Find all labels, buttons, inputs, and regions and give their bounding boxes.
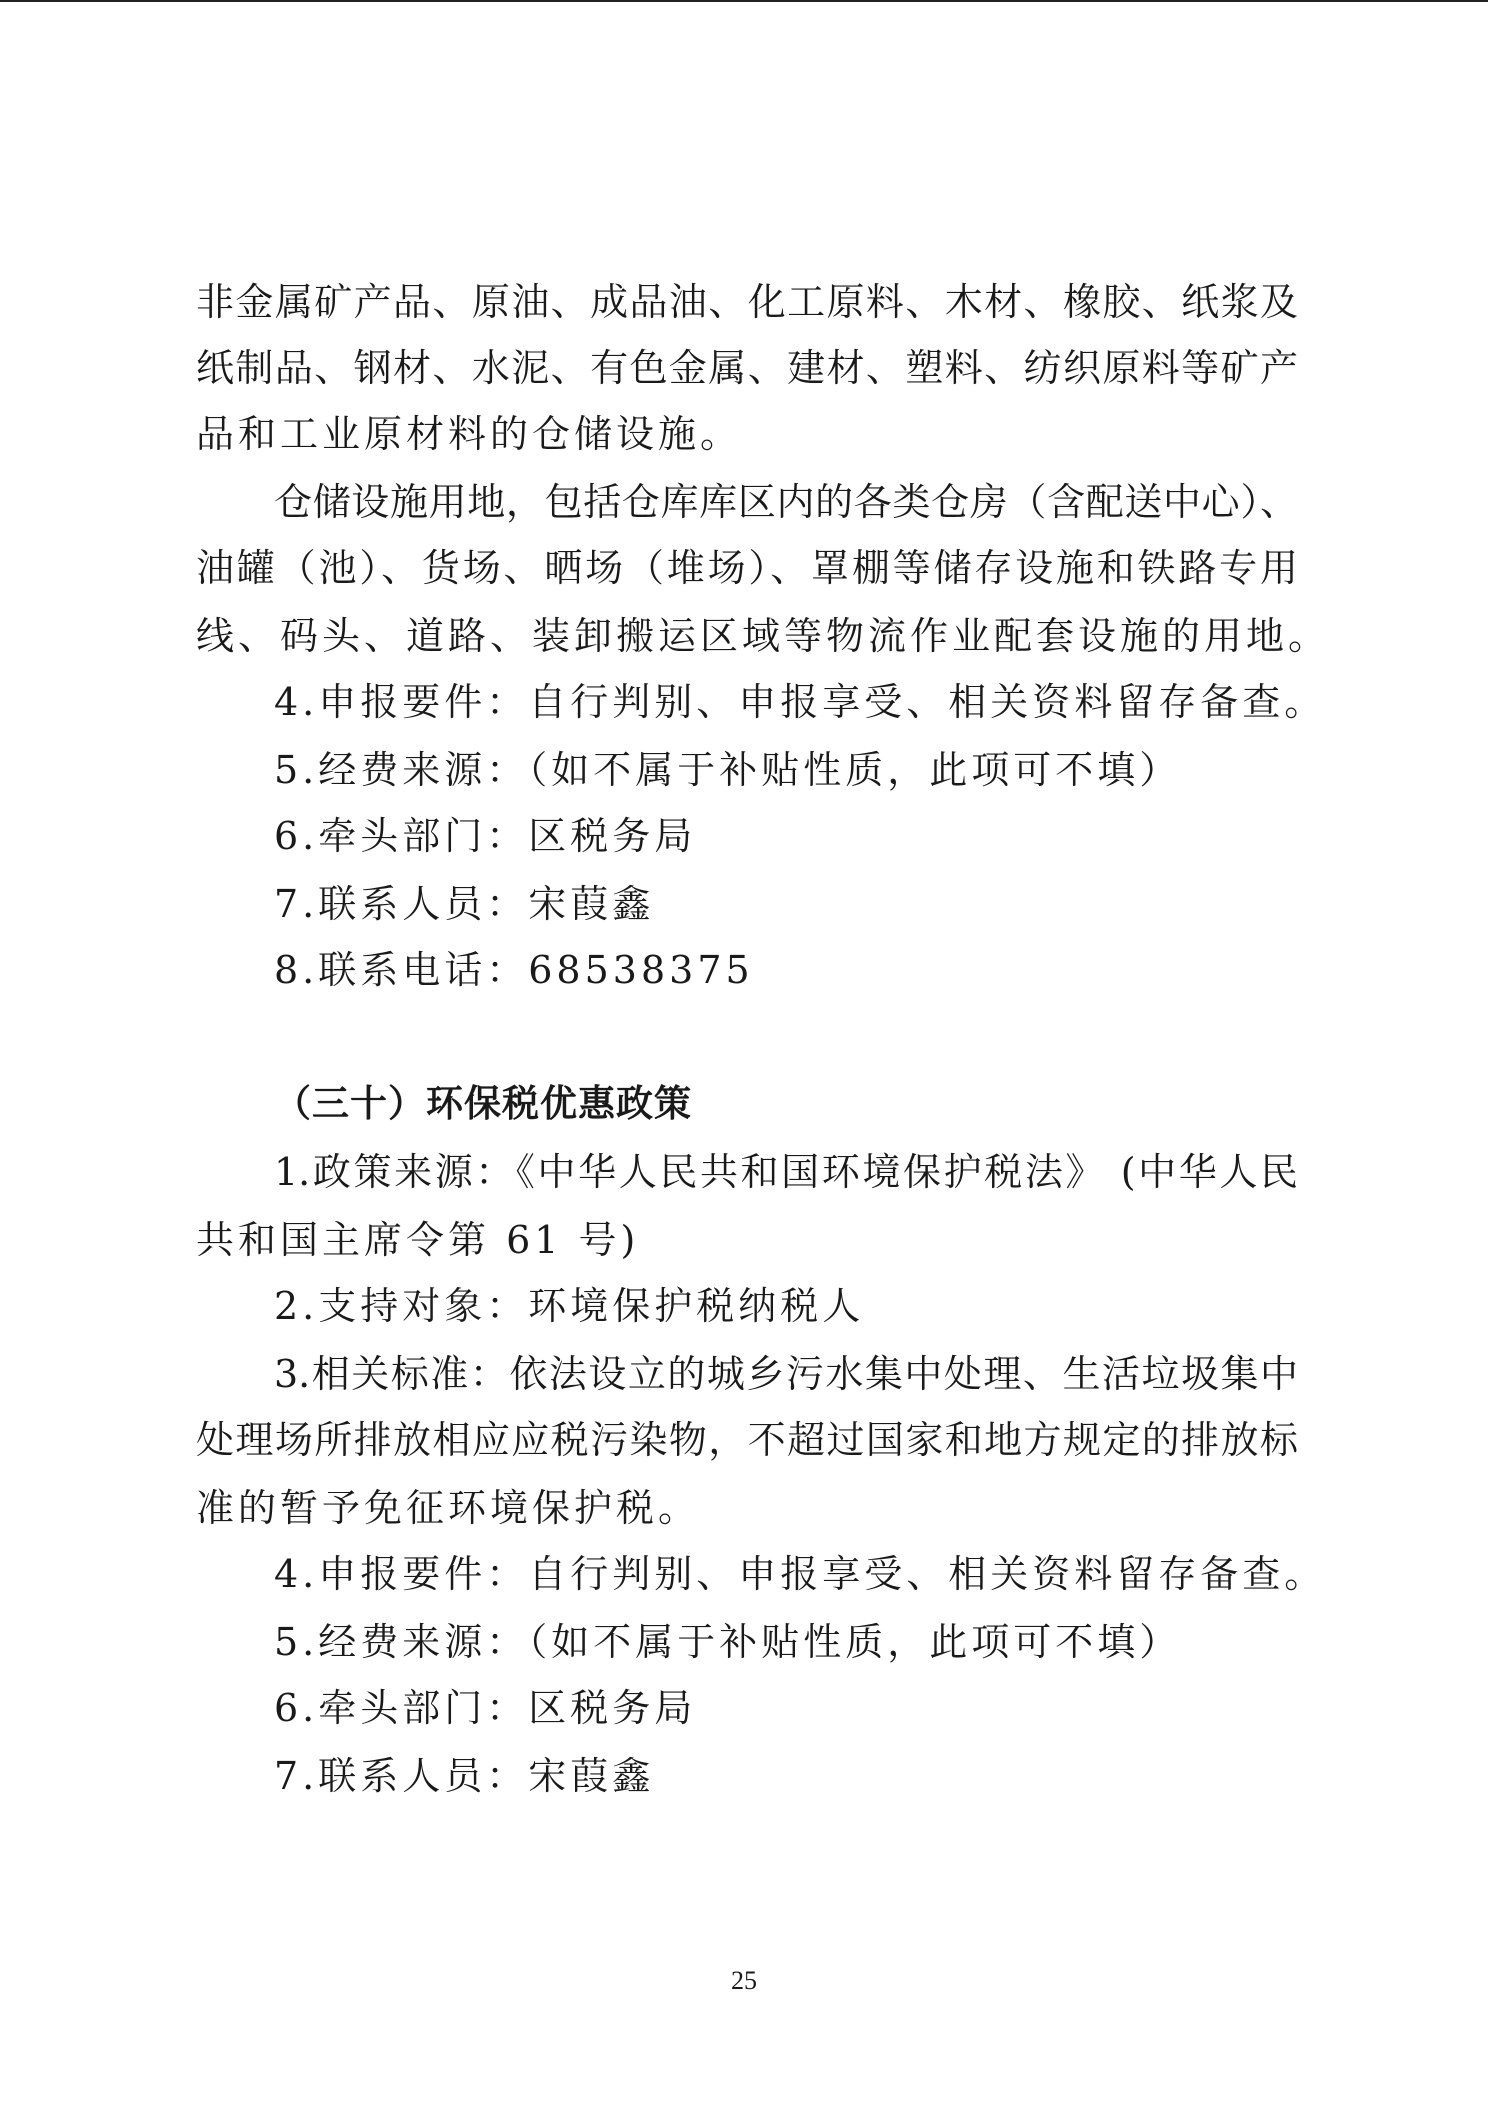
- section-30-item-7-contact-person: 7.联系人员：宋葭鑫: [274, 1754, 655, 1798]
- section-30-item-2-support-target: 2.支持对象：环境保护税纳税人: [274, 1284, 865, 1328]
- paragraph-1-line-1: 非金属矿产品、原油、成品油、化工原料、木材、橡胶、纸浆及: [196, 280, 1298, 324]
- paragraph-1-line-3: 品和工业原材料的仓储设施。: [196, 412, 743, 456]
- paragraph-1-line-2: 纸制品、钢材、水泥、有色金属、建材、塑料、纺织原料等矿产: [196, 346, 1298, 390]
- section-30-item-3-line-1: 3.相关标准：依法设立的城乡污水集中处理、生活垃圾集中: [274, 1352, 1298, 1396]
- top-border-line: [0, 0, 1488, 2]
- section-30-item-6-lead-department: 6.牵头部门：区税务局: [274, 1686, 697, 1730]
- page-number: 25: [731, 1966, 757, 1995]
- prev-item-6-lead-department: 6.牵头部门：区税务局: [274, 814, 697, 858]
- paragraph-2-line-1: 仓储设施用地，包括仓库库区内的各类仓房（含配送中心）、: [274, 480, 1298, 524]
- prev-item-4-filing-requirements: 4.申报要件：自行判别、申报享受、相关资料留存备查。: [274, 680, 1327, 724]
- prev-item-8-contact-phone: 8.联系电话：68538375: [274, 948, 754, 992]
- section-30-item-4-filing-requirements: 4.申报要件：自行判别、申报享受、相关资料留存备查。: [274, 1552, 1327, 1596]
- prev-item-5-funding-source: 5.经费来源：（如不属于补贴性质，此项可不填）: [274, 748, 1182, 792]
- prev-item-7-contact-person: 7.联系人员：宋葭鑫: [274, 882, 655, 926]
- paragraph-2-line-3: 线、码头、道路、装卸搬运区域等物流作业配套设施的用地。: [196, 614, 1331, 658]
- section-30-item-1-line-1: 1.政策来源：《中华人民共和国环境保护税法》 (中华人民: [274, 1150, 1298, 1194]
- section-30-item-5-funding-source: 5.经费来源：（如不属于补贴性质，此项可不填）: [274, 1620, 1182, 1664]
- section-30-heading: （三十）环保税优惠政策: [274, 1082, 692, 1125]
- section-30-item-3-line-2: 处理场所排放相应应税污染物，不超过国家和地方规定的排放标: [196, 1418, 1298, 1462]
- section-30-item-3-line-3: 准的暂予免征环境保护税。: [196, 1486, 701, 1530]
- section-30-item-1-line-2: 共和国主席令第 61 号): [196, 1218, 640, 1262]
- paragraph-2-line-2: 油罐（池）、货场、晒场（堆场）、罩棚等储存设施和铁路专用: [196, 546, 1298, 590]
